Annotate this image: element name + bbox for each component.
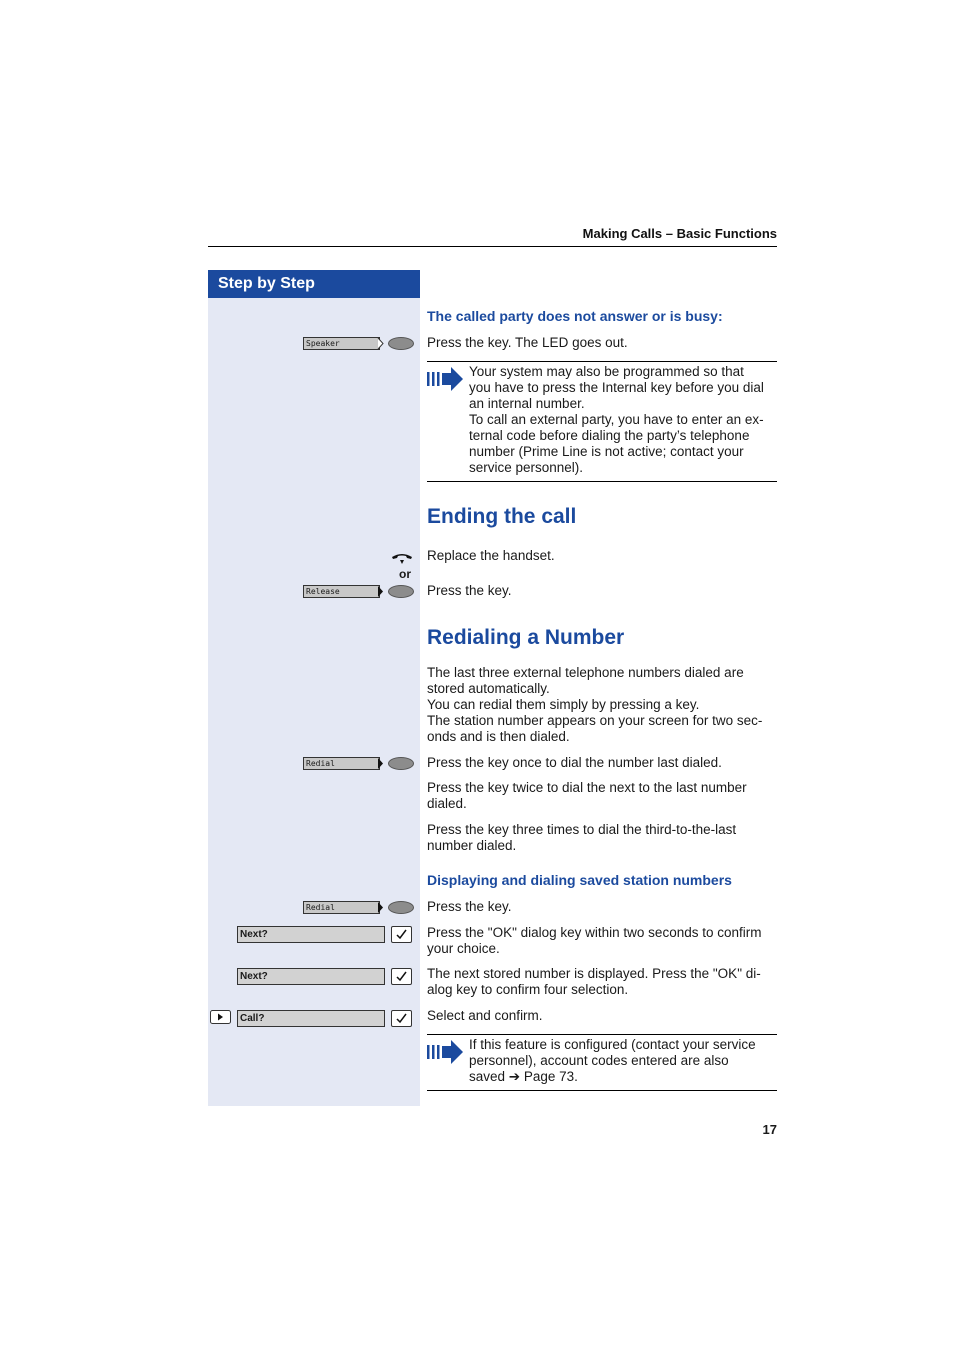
speaker-step-text: Press the key. The LED goes out. — [427, 335, 628, 350]
heading-ending-call: Ending the call — [427, 505, 577, 528]
check-icon — [392, 927, 411, 942]
next-number-text: The next stored number is displayed. Press the "OK" di- alog key to confirm four selection. — [427, 966, 761, 997]
release-led-icon — [388, 585, 414, 598]
press-key-text: Press the key. — [427, 899, 512, 914]
release-step-text: Press the key. — [427, 583, 512, 598]
heading-redialing: Redialing a Number — [427, 626, 625, 649]
redial-step-3: Press the key three times to dial the third-to-the-last number dialed. — [427, 822, 737, 853]
note-arrow-icon — [427, 1039, 465, 1065]
ok-button-3[interactable] — [391, 1010, 412, 1027]
redial-key-2[interactable]: Redial — [303, 901, 380, 914]
key-pointer-icon — [377, 337, 385, 350]
release-key[interactable]: Release — [303, 585, 380, 598]
key-pointer-icon — [377, 901, 385, 914]
redial-step-1: Press the key once to dial the number last dialed. — [427, 755, 722, 770]
check-icon — [392, 969, 411, 984]
or-label: or — [399, 567, 411, 581]
display-next-2[interactable]: Next? — [237, 968, 385, 985]
sidebar-title: Step by Step — [208, 270, 420, 298]
replace-handset-text: Replace the handset. — [427, 548, 555, 563]
speaker-key[interactable]: Speaker — [303, 337, 380, 350]
redial-intro-text: The last three external telephone numbers dialed are stored automatically. You can redial them simply by pressing a key. The station number appears on your screen for two sec- onds and is then dialed. — [427, 665, 763, 744]
select-arrow-icon[interactable] — [210, 1010, 232, 1025]
header-rule — [208, 246, 777, 247]
subheading-saved-numbers: Displaying and dialing saved station numbers — [427, 872, 732, 888]
ok-button-1[interactable] — [391, 926, 412, 943]
check-icon — [392, 1011, 411, 1026]
display-call[interactable]: Call? — [237, 1010, 385, 1027]
redial-key[interactable]: Redial — [303, 757, 380, 770]
select-confirm-text: Select and confirm. — [427, 1008, 543, 1023]
note-text-2: If this feature is configured (contact your service personnel), account codes entered are also saved ➔ Page 73. — [469, 1037, 756, 1084]
redial-led-icon — [388, 757, 414, 770]
note-arrow-icon — [427, 366, 465, 392]
confirm-step-text: Press the "OK" dialog key within two seconds to confirm your choice. — [427, 925, 762, 956]
handset-icon — [390, 552, 414, 566]
display-next-1[interactable]: Next? — [237, 926, 385, 943]
redial-step-2: Press the key twice to dial the next to the last number dialed. — [427, 780, 747, 811]
speaker-led-icon — [388, 337, 414, 350]
note-rule-top — [427, 361, 777, 362]
key-pointer-icon — [377, 757, 385, 770]
page-number: 17 — [762, 1122, 777, 1137]
redial-led-icon-2 — [388, 901, 414, 914]
note-rule-bottom — [427, 481, 777, 482]
running-head: Making Calls – Basic Functions — [582, 226, 777, 241]
ok-button-2[interactable] — [391, 968, 412, 985]
note2-rule-top — [427, 1034, 777, 1035]
note-text-1: Your system may also be programmed so that you have to press the Internal key before you dial an internal number. To call an external party, you have to enter an ex- ternal code before dialing the party’s telephone number (Prime Line is not active; contact your service personnel). — [469, 364, 764, 475]
subheading-no-answer: The called party does not answer or is busy: — [427, 308, 723, 324]
key-pointer-icon — [377, 585, 385, 598]
note2-rule-bottom — [427, 1090, 777, 1091]
